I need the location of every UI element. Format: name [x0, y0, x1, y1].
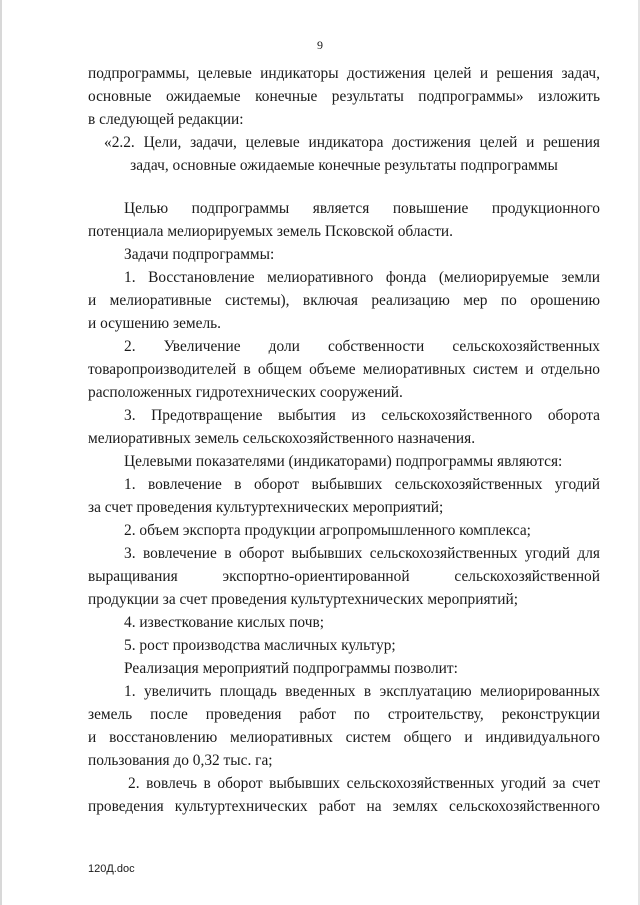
list-item-line: и мелиоративные системы), включая реализацию мер по орошению — [88, 292, 600, 309]
list-item-line: земель после проведения работ по строительству, реконструкции — [88, 706, 600, 723]
document-body — [88, 62, 600, 818]
list-item-line: за счет проведения культуртехнических мероприятий; — [88, 499, 444, 516]
page-number: 9 — [317, 38, 323, 52]
list-item-line: 1. увеличить площадь введенных в эксплуатацию мелиорированных — [124, 683, 600, 700]
text-line: Реализация мероприятий подпрограммы позволит: — [124, 660, 458, 677]
list-item-line: мелиоративных земель сельскохозяйственного назначения. — [88, 430, 476, 447]
section-heading-line: задач, основные ожидаемые конечные результаты подпрограммы — [130, 157, 558, 174]
list-item-line: и восстановлению мелиоративных систем общего и индивидуального — [88, 729, 600, 746]
text-line: подпрограммы, целевые индикаторы достижения целей и решения задач, — [88, 65, 600, 82]
text-line: потенциала мелиорируемых земель Псковской области. — [88, 223, 454, 240]
scan-edge-left — [0, 0, 2, 905]
list-item-line: и осушению земель. — [88, 315, 222, 332]
list-item-line: 2. вовлечь в оборот выбывших сельскохозяйственных угодий за счет — [128, 775, 600, 792]
list-item-line: товаропроизводителей в общем объеме мелиоративных систем и отдельно — [88, 361, 600, 378]
text-line: Целью подпрограммы является повышение продукционного — [124, 200, 600, 217]
text-line: Целевыми показателями (индикаторами) подпрограммы являются: — [124, 453, 563, 470]
list-item-line: 4. известкование кислых почв; — [124, 614, 325, 631]
list-item-line: пользования до 0,32 тыс. га; — [88, 752, 273, 769]
list-item-line: проведения культуртехнических работ на землях сельскохозяйственного — [88, 798, 600, 815]
file-name-footer: 120Д.doc — [88, 863, 135, 875]
text-line: в следующей редакции: — [88, 111, 244, 128]
text-line: основные ожидаемые конечные результаты подпрограммы» изложить — [88, 88, 600, 105]
list-item-line: продукции за счет проведения культуртехнических мероприятий; — [88, 591, 519, 608]
list-item-line: 2. объем экспорта продукции агропромышленного комплекса; — [124, 522, 531, 539]
list-item-line: 1. вовлечение в оборот выбывших сельскохозяйственных угодий — [124, 476, 600, 493]
text-line: Задачи подпрограммы: — [124, 246, 275, 263]
list-item-line: выращивания экспортно-ориентированной сельскохозяйственной — [88, 568, 600, 585]
list-item-line: 1. Восстановление мелиоративного фонда (мелиорируемые земли — [124, 269, 600, 286]
list-item-line: 5. рост производства масличных культур; — [124, 637, 396, 654]
list-item-line: 3. Предотвращение выбытия из сельскохозяйственного оборота — [124, 407, 600, 424]
section-heading-line: «2.2. Цели, задачи, целевые индикатора достижения целей и решения — [104, 134, 600, 151]
list-item-line: 3. вовлечение в оборот выбывших сельскохозяйственных угодий для — [124, 545, 600, 562]
list-item-line: 2. Увеличение доли собственности сельскохозяйственных — [124, 338, 600, 355]
list-item-line: расположенных гидротехнических сооружений. — [88, 384, 403, 401]
